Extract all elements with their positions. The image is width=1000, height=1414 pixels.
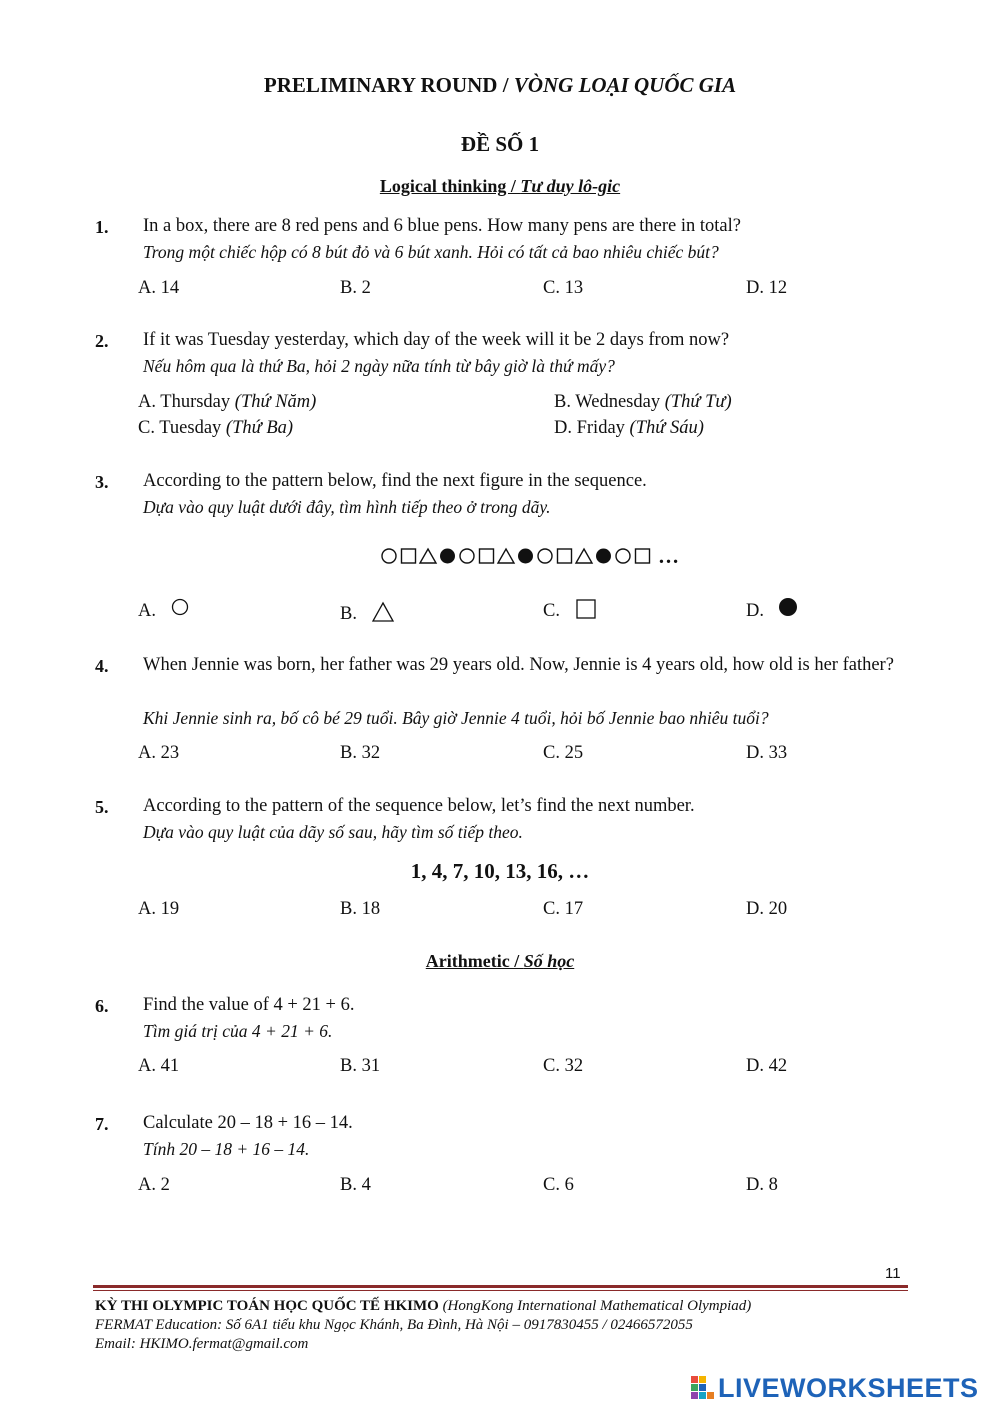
answer-option[interactable]: C. 6	[543, 1175, 574, 1195]
question-number: 1.	[95, 217, 109, 237]
answer-option[interactable]: D. 20	[746, 899, 788, 919]
answer-option[interactable]: B. Wednesday (Thứ Tư)	[554, 392, 732, 412]
answer-option[interactable]: D. 12	[746, 278, 788, 298]
answer-option[interactable]: D. 33	[746, 743, 788, 763]
question-text: According to the pattern below, find the next figure in the sequence.	[143, 471, 647, 491]
page-number: 11	[885, 1265, 901, 1282]
answer-option[interactable]: B. 18	[340, 899, 381, 919]
answer-option[interactable]: D. 8	[746, 1175, 778, 1195]
answer-option[interactable]: A. 19	[138, 899, 180, 919]
number-sequence: 1, 4, 7, 10, 13, 16, …	[410, 859, 590, 883]
section-heading-arithmetic: Arithmetic / Số học	[425, 951, 575, 971]
answer-option[interactable]: B. 4	[340, 1175, 371, 1195]
sequence-ellipsis: …	[658, 545, 679, 567]
sequence-shape-filled-circle	[518, 549, 533, 564]
question-text-vi: Dựa vào quy luật của dãy số sau, hãy tìm số tiếp theo.	[143, 822, 523, 842]
sequence-shape-square	[402, 549, 416, 563]
question-text: In a box, there are 8 red pens and 6 blue pens. How many pens are there in total?	[143, 216, 741, 236]
answer-option[interactable]: A. 41	[138, 1056, 180, 1076]
question-text-vi: Nếu hôm qua là thứ Ba, hỏi 2 ngày nữa tính từ bây giờ là thứ mấy?	[143, 356, 615, 376]
answer-option[interactable]: A. 2	[138, 1175, 170, 1195]
answer-option[interactable]: C. 25	[543, 743, 584, 763]
square-icon[interactable]	[575, 598, 597, 620]
page-title: PRELIMINARY ROUND / VÒNG LOẠI QUỐC GIA	[263, 73, 737, 97]
question-number: 5.	[95, 797, 109, 817]
answer-option[interactable]: A. 14	[138, 278, 180, 298]
question-text: If it was Tuesday yesterday, which day of the week will it be 2 days from now?	[143, 330, 730, 350]
sequence-shape-circle	[460, 549, 474, 563]
footer-email: Email: HKIMO.fermat@gmail.com	[95, 1336, 309, 1352]
answer-option[interactable]: C. Tuesday (Thứ Ba)	[138, 418, 294, 438]
section-heading-logic: Logical thinking / Tư duy lô-gic	[379, 176, 621, 196]
sequence-shape-triangle	[576, 549, 592, 563]
question-number: 7.	[95, 1114, 109, 1134]
answer-option-b[interactable]: B.	[340, 604, 357, 624]
sequence-shape-square	[636, 549, 650, 563]
question-text-vi: Dựa vào quy luật dưới đây, tìm hình tiếp theo ở trong dãy.	[143, 497, 551, 517]
triangle-icon[interactable]	[371, 601, 395, 623]
question-text-vi: Tính 20 – 18 + 16 – 14.	[143, 1139, 310, 1159]
answer-option[interactable]: C. 32	[543, 1056, 584, 1076]
answer-option[interactable]: B. 2	[340, 278, 371, 298]
answer-option[interactable]: A. Thursday (Thứ Năm)	[138, 392, 317, 412]
answer-option[interactable]: C. 17	[543, 899, 584, 919]
circle-icon[interactable]	[170, 598, 190, 618]
question-text-vi: Trong một chiếc hộp có 8 bút đỏ và 6 bút xanh. Hỏi có tất cả bao nhiêu chiếc bút?	[143, 242, 719, 262]
question-number: 3.	[95, 472, 109, 492]
footer-divider	[93, 1285, 908, 1288]
footer-address: FERMAT Education: Số 6A1 tiểu khu Ngọc Khánh, Ba Đình, Hà Nội – 0917830455 / 02466572055	[95, 1317, 693, 1333]
liveworksheets-watermark: LIVEWORKSHEETS	[718, 1373, 979, 1403]
answer-option-d[interactable]: D.	[746, 601, 764, 621]
answer-option[interactable]: D. Friday (Thứ Sáu)	[554, 418, 704, 438]
filled-circle-icon[interactable]	[777, 596, 799, 618]
footer-competition-name: KỲ THI OLYMPIC TOÁN HỌC QUỐC TẾ HKIMO (HongKong International Mathematical Olympiad)	[95, 1298, 752, 1314]
exam-label: ĐỀ SỐ 1	[460, 132, 540, 156]
liveworksheets-logo-icon	[690, 1375, 716, 1401]
sequence-shape-square	[558, 549, 572, 563]
footer-divider-thin	[93, 1290, 908, 1291]
sequence-shape-circle	[538, 549, 552, 563]
question-number: 2.	[95, 331, 109, 351]
sequence-shape-filled-circle	[596, 549, 611, 564]
sequence-shape-circle	[382, 549, 396, 563]
sequence-shape-filled-circle	[440, 549, 455, 564]
sequence-shape-circle	[616, 549, 630, 563]
question-number: 6.	[95, 996, 109, 1016]
answer-option-c[interactable]: C.	[543, 601, 560, 621]
answer-option[interactable]: B. 32	[340, 743, 381, 763]
answer-option[interactable]: D. 42	[746, 1056, 788, 1076]
answer-option[interactable]: A. 23	[138, 743, 180, 763]
answer-option[interactable]: C. 13	[543, 278, 584, 298]
question-number: 4.	[95, 656, 109, 676]
sequence-shape-triangle	[498, 549, 514, 563]
sequence-shape-square	[480, 549, 494, 563]
question-text-vi: Tìm giá trị của 4 + 21 + 6.	[143, 1021, 333, 1041]
sequence-shape-triangle	[420, 549, 436, 563]
question-text: Calculate 20 – 18 + 16 – 14.	[143, 1113, 353, 1133]
answer-option[interactable]: B. 31	[340, 1056, 381, 1076]
question-text: According to the pattern of the sequence below, let’s find the next number.	[143, 796, 695, 816]
answer-option-a[interactable]: A.	[138, 601, 156, 621]
shape-sequence	[380, 545, 690, 567]
question-text: Find the value of 4 + 21 + 6.	[143, 995, 355, 1015]
question-text: When Jennie was born, her father was 29 years old. Now, Jennie is 4 years old, how old is her father?	[143, 655, 894, 675]
question-text-vi: Khi Jennie sinh ra, bố cô bé 29 tuổi. Bây giờ Jennie 4 tuổi, hỏi bố Jennie bao nhiêu tuổi?	[143, 708, 769, 728]
